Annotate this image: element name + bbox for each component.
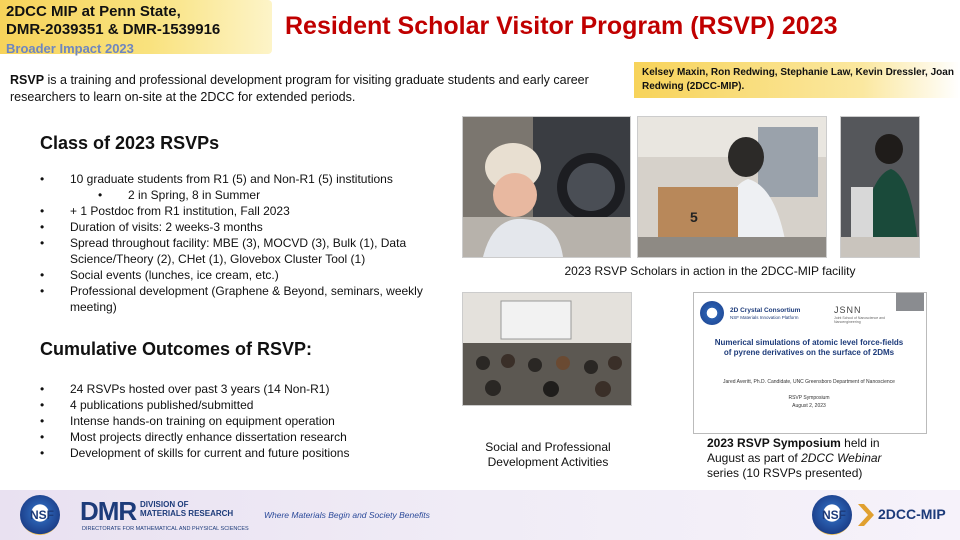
slide-isnn-sub: Joint School of Nanoscience and Nanoengineering [834,316,885,324]
slide-isnn: JSNN [834,305,862,315]
list-item: • 2 in Spring, 8 in Summer [40,187,440,203]
list-item: • Spread throughout facility: MBE (3), MOCVD (3), Bulk (1), Data Science/Theory (2), CHet (1), Glovebox Cluster Tool (1) [40,235,440,267]
intro-paragraph [10,72,625,106]
photo-apparatus-scholar [637,116,827,258]
photo-apparatus-scholar-art [638,117,826,257]
nsf-logo-icon-right [812,495,852,535]
caption-scholars: 2023 RSVP Scholars in action in the 2DCC-MIP facility [564,264,856,278]
slide-nsf-icon [700,301,724,325]
list-item: • Social events (lunches, ice cream, etc.) [40,267,440,283]
brand-2dcc: 2DCC-MIP [878,506,946,522]
list-item: • Professional development (Graphene & Beyond, seminars, weekly meeting) [40,283,440,315]
symposium-text2: series (10 RSVPs presented) [707,466,863,480]
slide-date: August 2, 2023 [792,403,826,409]
slide-org: 2D Crystal Consortium [730,307,801,314]
photo-glovebox-scholar [462,116,631,258]
caption-symposium [707,436,907,481]
symposium-bold: 2023 RSVP Symposium [707,436,841,450]
list-item: • 24 RSVPs hosted over past 3 years (14 Non-R1) [40,381,440,397]
symposium-text1: held in August as part of [707,436,880,465]
nsf-logo-text-right: NSF [822,508,846,522]
photo-microscope [840,116,920,258]
symposium-slide [693,292,927,434]
tag-line-2: DMR-2039351 & DMR-1539916 [6,21,221,38]
header-tag [0,0,272,54]
slide-org-sub: NSF Materials Innovation Platform [730,315,799,320]
dmr-tagline: DIRECTORATE FOR MATHEMATICAL AND PHYSICAL SCIENCES [82,526,249,532]
class-list [40,171,440,315]
dmr-line1: DIVISION OF [140,500,189,509]
box-label: 5 [690,209,698,225]
dmr-line2: MATERIALS RESEARCH [140,509,234,518]
dmr-logo: DMR [80,496,137,526]
footer-motto: Where Materials Begin and Society Benefits [264,510,430,520]
2dcc-chevron-icon [858,504,876,526]
list-item: • Intense hands-on training on equipment operation [40,413,440,429]
list-item: • 10 graduate students from R1 (5) and Non-R1 (5) institutions [40,171,440,187]
list-item: • Development of skills for current and future positions [40,445,440,461]
tag-line-3: Broader Impact 2023 [6,41,134,56]
slide-title: Numerical simulations of atomic level force-fields of pyrene derivatives on the surface of 2DMs [714,338,904,357]
outcomes-heading: Cumulative Outcomes of RSVP: [40,339,313,359]
photo-glovebox-scholar-art [463,117,630,257]
intro-text: is a training and professional development program for visiting graduate students and early career researchers to learn on-site at the 2DCC for extended periods. [10,73,589,104]
slide-event: RSVP Symposium [788,395,830,401]
list-item: • + 1 Postdoc from R1 institution, Fall 2023 [40,203,440,219]
class-heading: Class of 2023 RSVPs [40,133,220,153]
list-item: • 4 publications published/submitted [40,397,440,413]
slide-speaker-thumb [896,293,924,311]
outcomes-list [40,381,440,461]
photo-lecture-hall-art [463,293,631,405]
symposium-italic: 2DCC Webinar [801,451,882,465]
authors-box: Kelsey Maxin, Ron Redwing, Stephanie Law, Kevin Dressler, Joan Redwing (2DCC-MIP). [634,62,960,98]
intro-bold: RSVP [10,73,45,87]
footer-bar [0,490,960,540]
photo-microscope-art [841,117,919,257]
page-title: Resident Scholar Visitor Program (RSVP) 2023 [285,12,838,40]
photo-lecture-hall [462,292,632,406]
list-item: • Duration of visits: 2 weeks-3 months [40,219,440,235]
tag-line-1: 2DCC MIP at Penn State, [6,3,181,20]
slide-author: Jared Averitt, Ph.D. Candidate, UNC Greensboro Department of Nanoscience [723,379,895,385]
list-item: • Most projects directly enhance dissertation research [40,429,440,445]
caption-social: Social and Professional Development Activities [485,440,611,469]
nsf-logo-text: NSF [30,508,54,522]
nsf-logo-icon [20,495,60,535]
